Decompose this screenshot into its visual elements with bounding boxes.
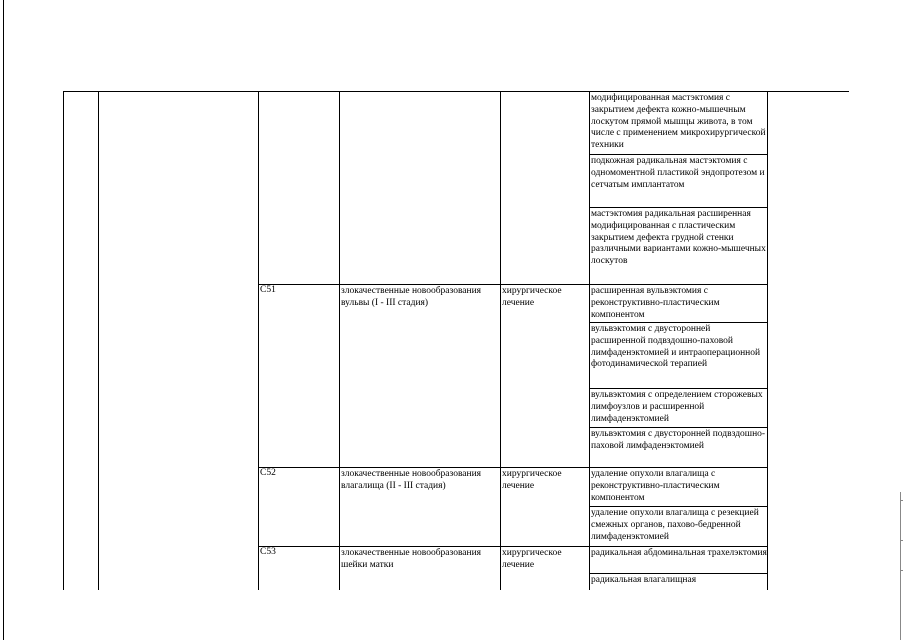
page-edge-line-right [900,492,901,640]
method-item: подкожная радикальная мастэктомия с одномоментной пластикой эндопротезом и сетчатым имплантатом [590,155,767,208]
table-cell-code [259,285,340,468]
table-cell-methods [590,285,768,468]
page-edge-line [3,0,4,640]
code-text: C51 [260,285,276,295]
document-page [63,91,849,590]
diagnosis-text: злокачественные новообразования влагалища (II - III стадия) [341,469,482,491]
code-text: C53 [260,547,276,557]
table-cell-code [259,468,340,547]
table-cell-treatment [501,285,590,468]
method-item: модифицированная мастэктомия с закрытием дефекта кожно-мышечным лоскутом прямой мышцы живота, в том числе с применением микрохирургической техники [590,92,767,155]
table-cell-diagnosis [340,547,501,591]
method-item: радикальная абдоминальная трахелэктомия [590,547,767,574]
table-cell-code [259,92,340,285]
services-table [63,91,849,590]
table-cell-diagnosis [340,468,501,547]
table-cell-methods [590,92,768,285]
treatment-text: хирургическое лечение [502,286,562,308]
method-item: вульвэктомия с двусторонней подвздошно-паховой лимфаденэктомией [591,429,766,451]
table-cell-number [64,92,99,591]
diagnosis-text [340,92,500,93]
scan-mark [900,570,903,571]
method-item: вульвэктомия с определением сторожевых лимфоузлов и расширенной лимфаденэктомией [590,389,767,428]
table-cell-diagnosis [340,285,501,468]
scan-mark [900,540,903,541]
table-row [64,92,850,285]
method-item: удаление опухоли влагалища с резекцией смежных органов, пахово-бедренной лимфаденэктомией [591,508,759,542]
method-item: радикальная влагалищная [591,575,697,585]
table-cell-treatment [501,547,590,591]
table-cell-methods [590,547,768,591]
method-item: удаление опухоли влагалища с реконструктивно-пластическим компонентом [590,468,767,507]
code-text: C52 [260,468,276,478]
table-cell-cost [768,92,850,591]
method-item: мастэктомия радикальная расширенная модифицированная с пластическим закрытием дефекта грудной стенки различными вариантами кожно-мышечных лоскутов [591,209,766,267]
method-item: вульвэктомия с двусторонней расширенной подвздошно-паховой лимфаденэктомией и интраоперационной фотодинамической терапией [590,323,767,389]
table-cell-treatment [501,468,590,547]
treatment-text: хирургическое лечение [502,548,562,570]
diagnosis-text: злокачественные новообразования вульвы (I - III стадия) [341,286,482,308]
table-cell-code [259,547,340,591]
method-item: расширенная вульвэктомия с реконструктивно-пластическим компонентом [590,285,767,323]
table-cell-methods [590,468,768,547]
treatment-text [501,92,589,93]
table-cell-diagnosis [340,92,501,285]
scan-mark [900,500,903,501]
table-cell-treatment [501,92,590,285]
diagnosis-text: злокачественные новообразования шейки матки [341,548,482,570]
table-cell-profile [99,92,259,591]
treatment-text: хирургическое лечение [502,469,562,491]
